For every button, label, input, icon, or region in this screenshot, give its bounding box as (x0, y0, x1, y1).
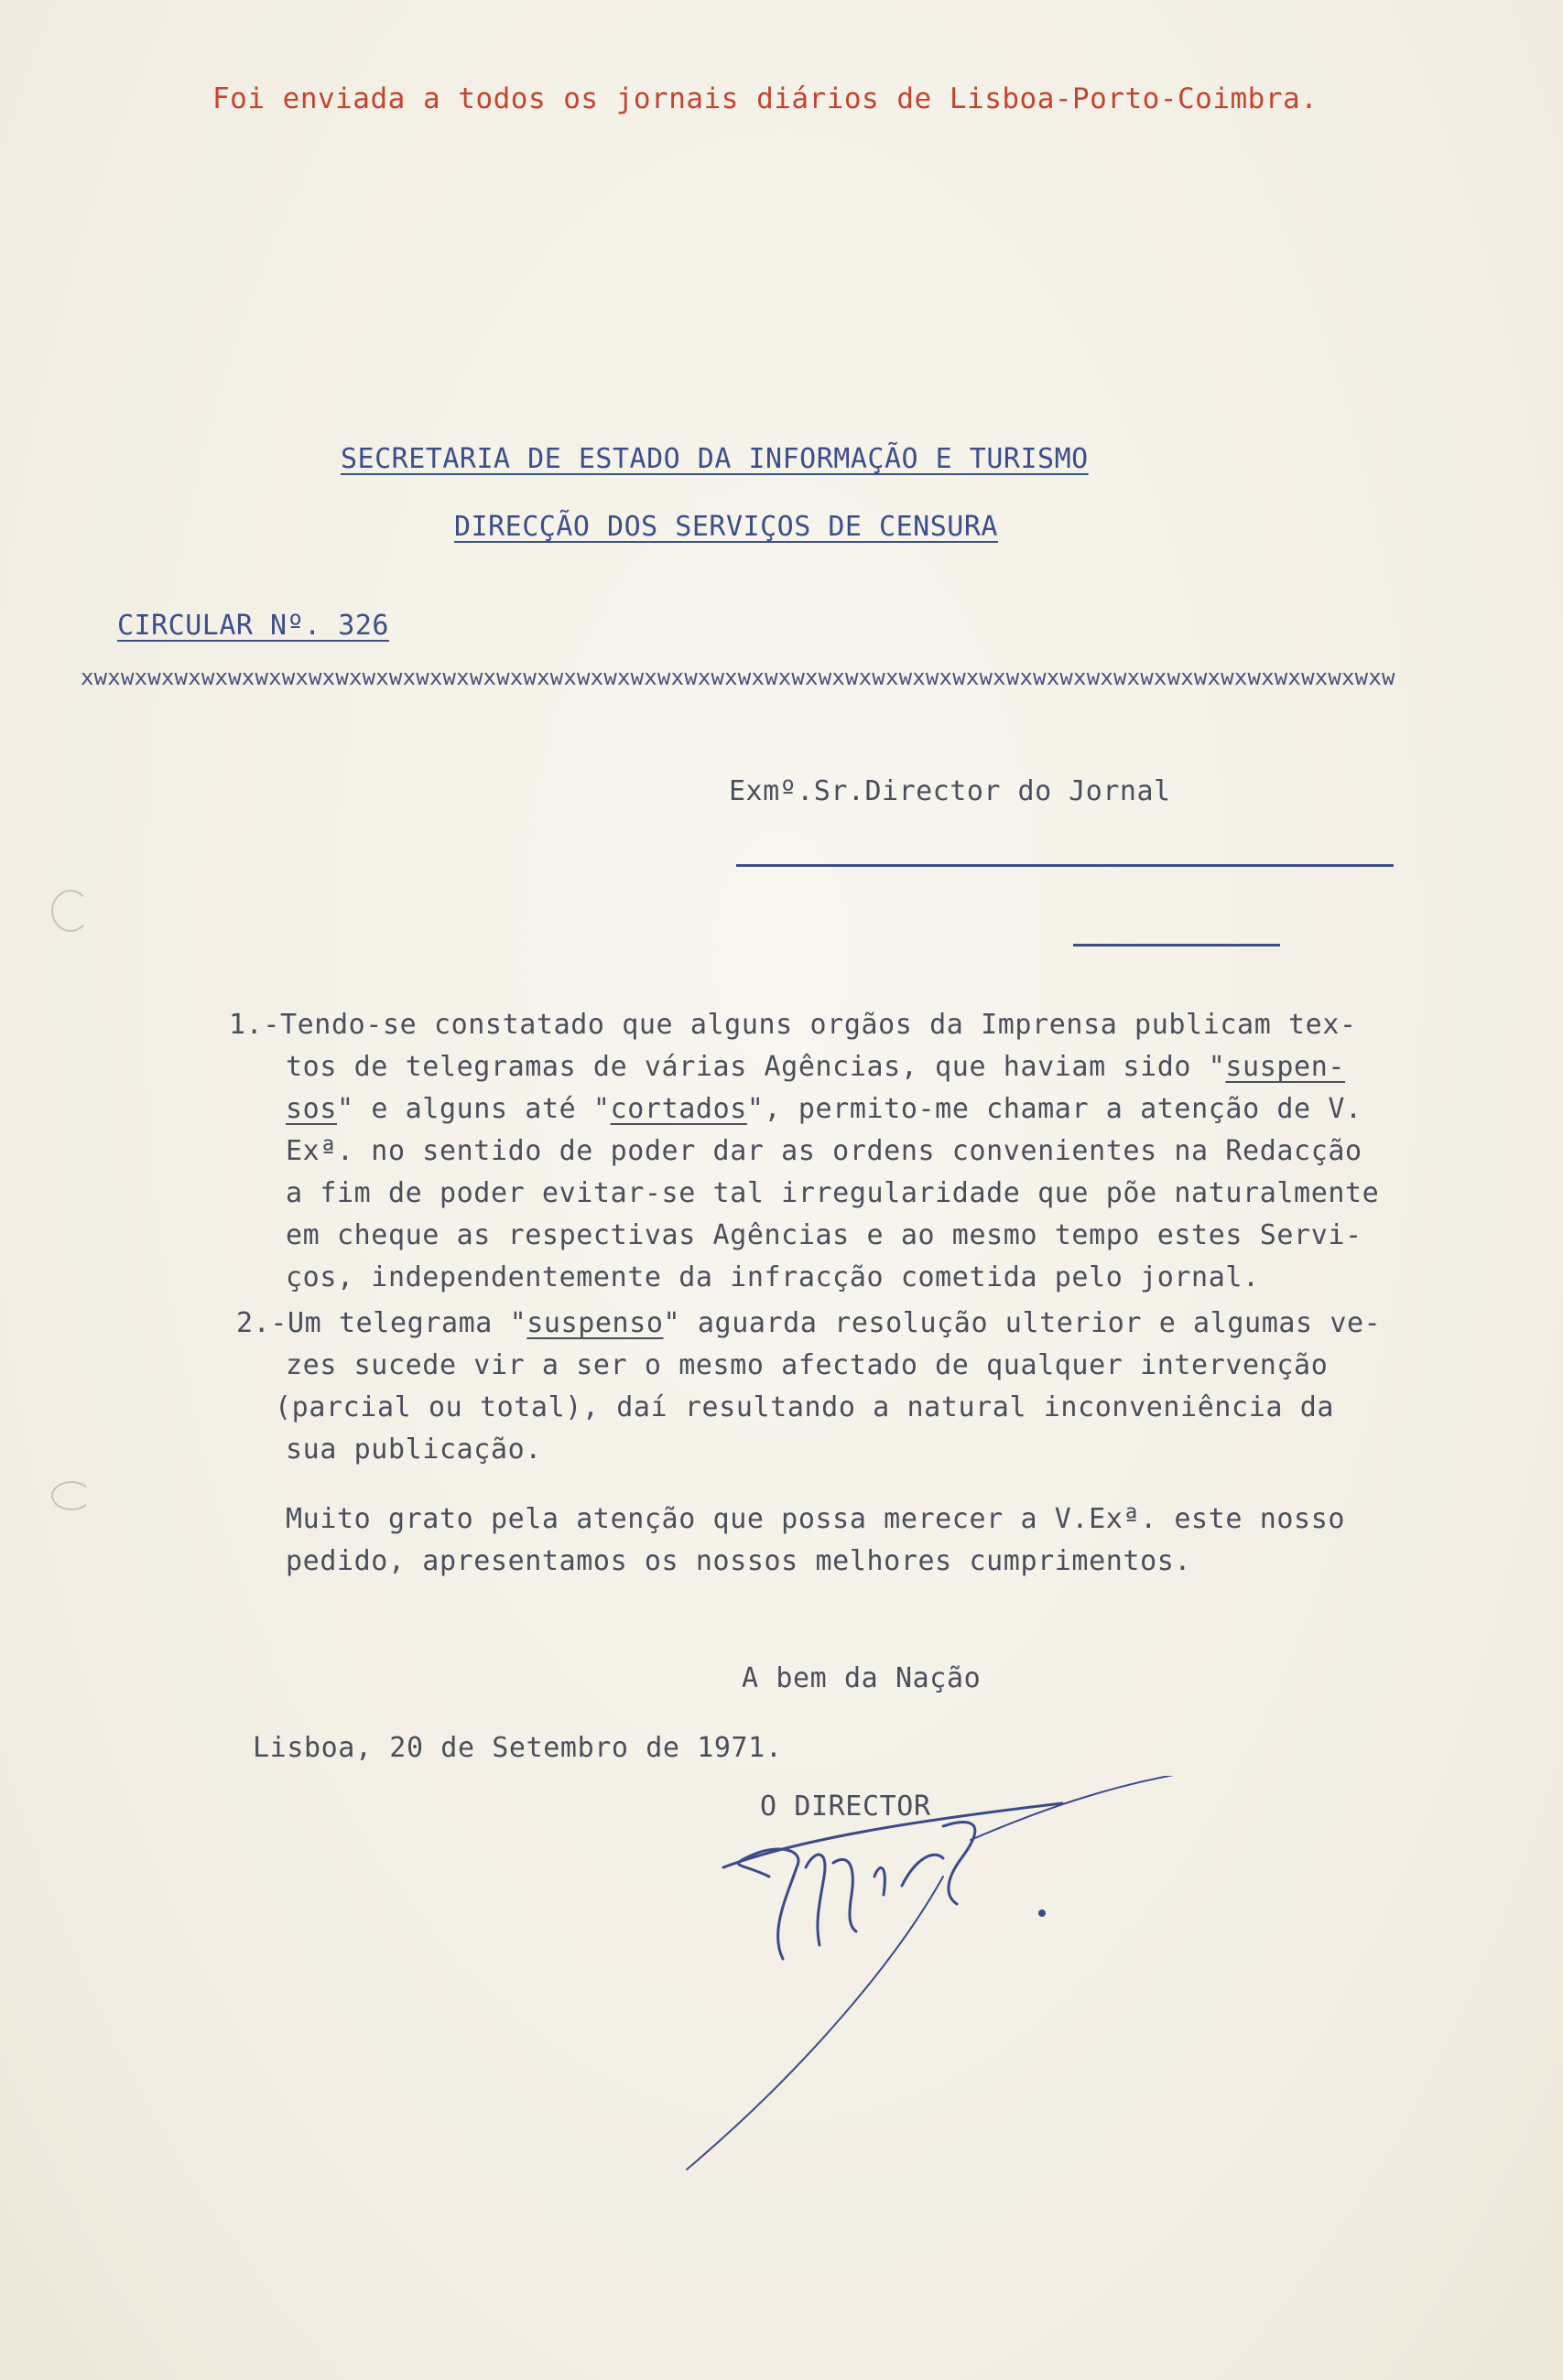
signature-stroke (806, 1855, 825, 1945)
closing-line-2: pedido, apresentamos os nossos melhores cumprimentos. (286, 1545, 1192, 1577)
header-ministry: SECRETARIA DE ESTADO DA INFORMAÇÃO E TURISMO (341, 443, 1089, 475)
paragraph-2-line-3: (parcial ou total), daí resultando a natural inconveniência da (275, 1391, 1335, 1423)
motto: A bem da Nação (742, 1662, 982, 1694)
paragraph-1-line-3: sos" e alguns até "cortados", permito-me chamar a atenção de V. (286, 1093, 1362, 1125)
punch-hole-mark (51, 1481, 92, 1510)
paragraph-2-line-4: sua publicação. (286, 1433, 542, 1466)
distribution-note: Foi enviada a todos os jornais diários de Lisboa-Porto-Coimbra. (212, 82, 1319, 115)
director-signature (668, 1776, 1236, 2179)
paragraph-2-line-2: zes sucede vir a ser o mesmo afectado de qualquer intervenção (286, 1349, 1329, 1381)
signature-dot (1040, 1911, 1045, 1916)
punch-hole-mark (51, 890, 90, 932)
signature-stroke (738, 1849, 798, 1959)
signature-stroke (943, 1823, 975, 1904)
paragraph-1-line-6: em cheque as respectivas Agências e ao mesmo tempo estes Servi- (286, 1219, 1362, 1251)
short-blank-line (1073, 944, 1280, 947)
addressee: Exmº.Sr.Director do Jornal (729, 775, 1171, 807)
closing-line-1: Muito grato pela atenção que possa merecer a V.Exª. este nosso (286, 1503, 1346, 1535)
header-department: DIRECÇÃO DOS SERVIÇOS DE CENSURA (454, 511, 998, 543)
paragraph-1-line-1: 1.-Tendo-se constatado que alguns orgãos da Imprensa publicam tex- (229, 1009, 1357, 1041)
paragraph-1-line-4: Exª. no sentido de poder dar as ordens convenientes na Redacção (286, 1135, 1362, 1167)
signatory-title: O DIRECTOR (760, 1790, 931, 1823)
paragraph-2-line-1: 2.-Um telegrama "suspenso" aguarda resolução ulterior e algumas ve- (236, 1307, 1382, 1339)
signature-stroke (971, 1776, 1195, 1840)
signature-stroke (723, 1803, 1062, 1867)
circular-number: CIRCULAR Nº. 326 (117, 610, 389, 642)
signature-stroke (902, 1855, 943, 1886)
signature-stroke (874, 1867, 885, 1895)
paragraph-1-line-7: ços, independentemente da infracção cometida pelo jornal. (286, 1261, 1260, 1293)
typed-separator-line: xwxwxwxwxwxwxwxwxwxwxwxwxwxwxwxwxwxwxwxwxwxwxwxwxwxwxwxwxwxwxwxwxwxwxwxwxwxwxwxwxwxwxwxwxwxwxwxwxw (81, 665, 1395, 690)
paragraph-1-line-2: tos de telegramas de várias Agências, que haviam sido "suspen- (286, 1051, 1346, 1083)
paragraph-1-line-5: a fim de poder evitar-se tal irregularidade que põe naturalmente (286, 1177, 1380, 1209)
signature-stroke (833, 1859, 856, 1931)
place-and-date: Lisboa, 20 de Setembro de 1971. (253, 1732, 783, 1764)
signature-stroke (687, 1877, 943, 2169)
addressee-blank-line (736, 864, 1394, 867)
